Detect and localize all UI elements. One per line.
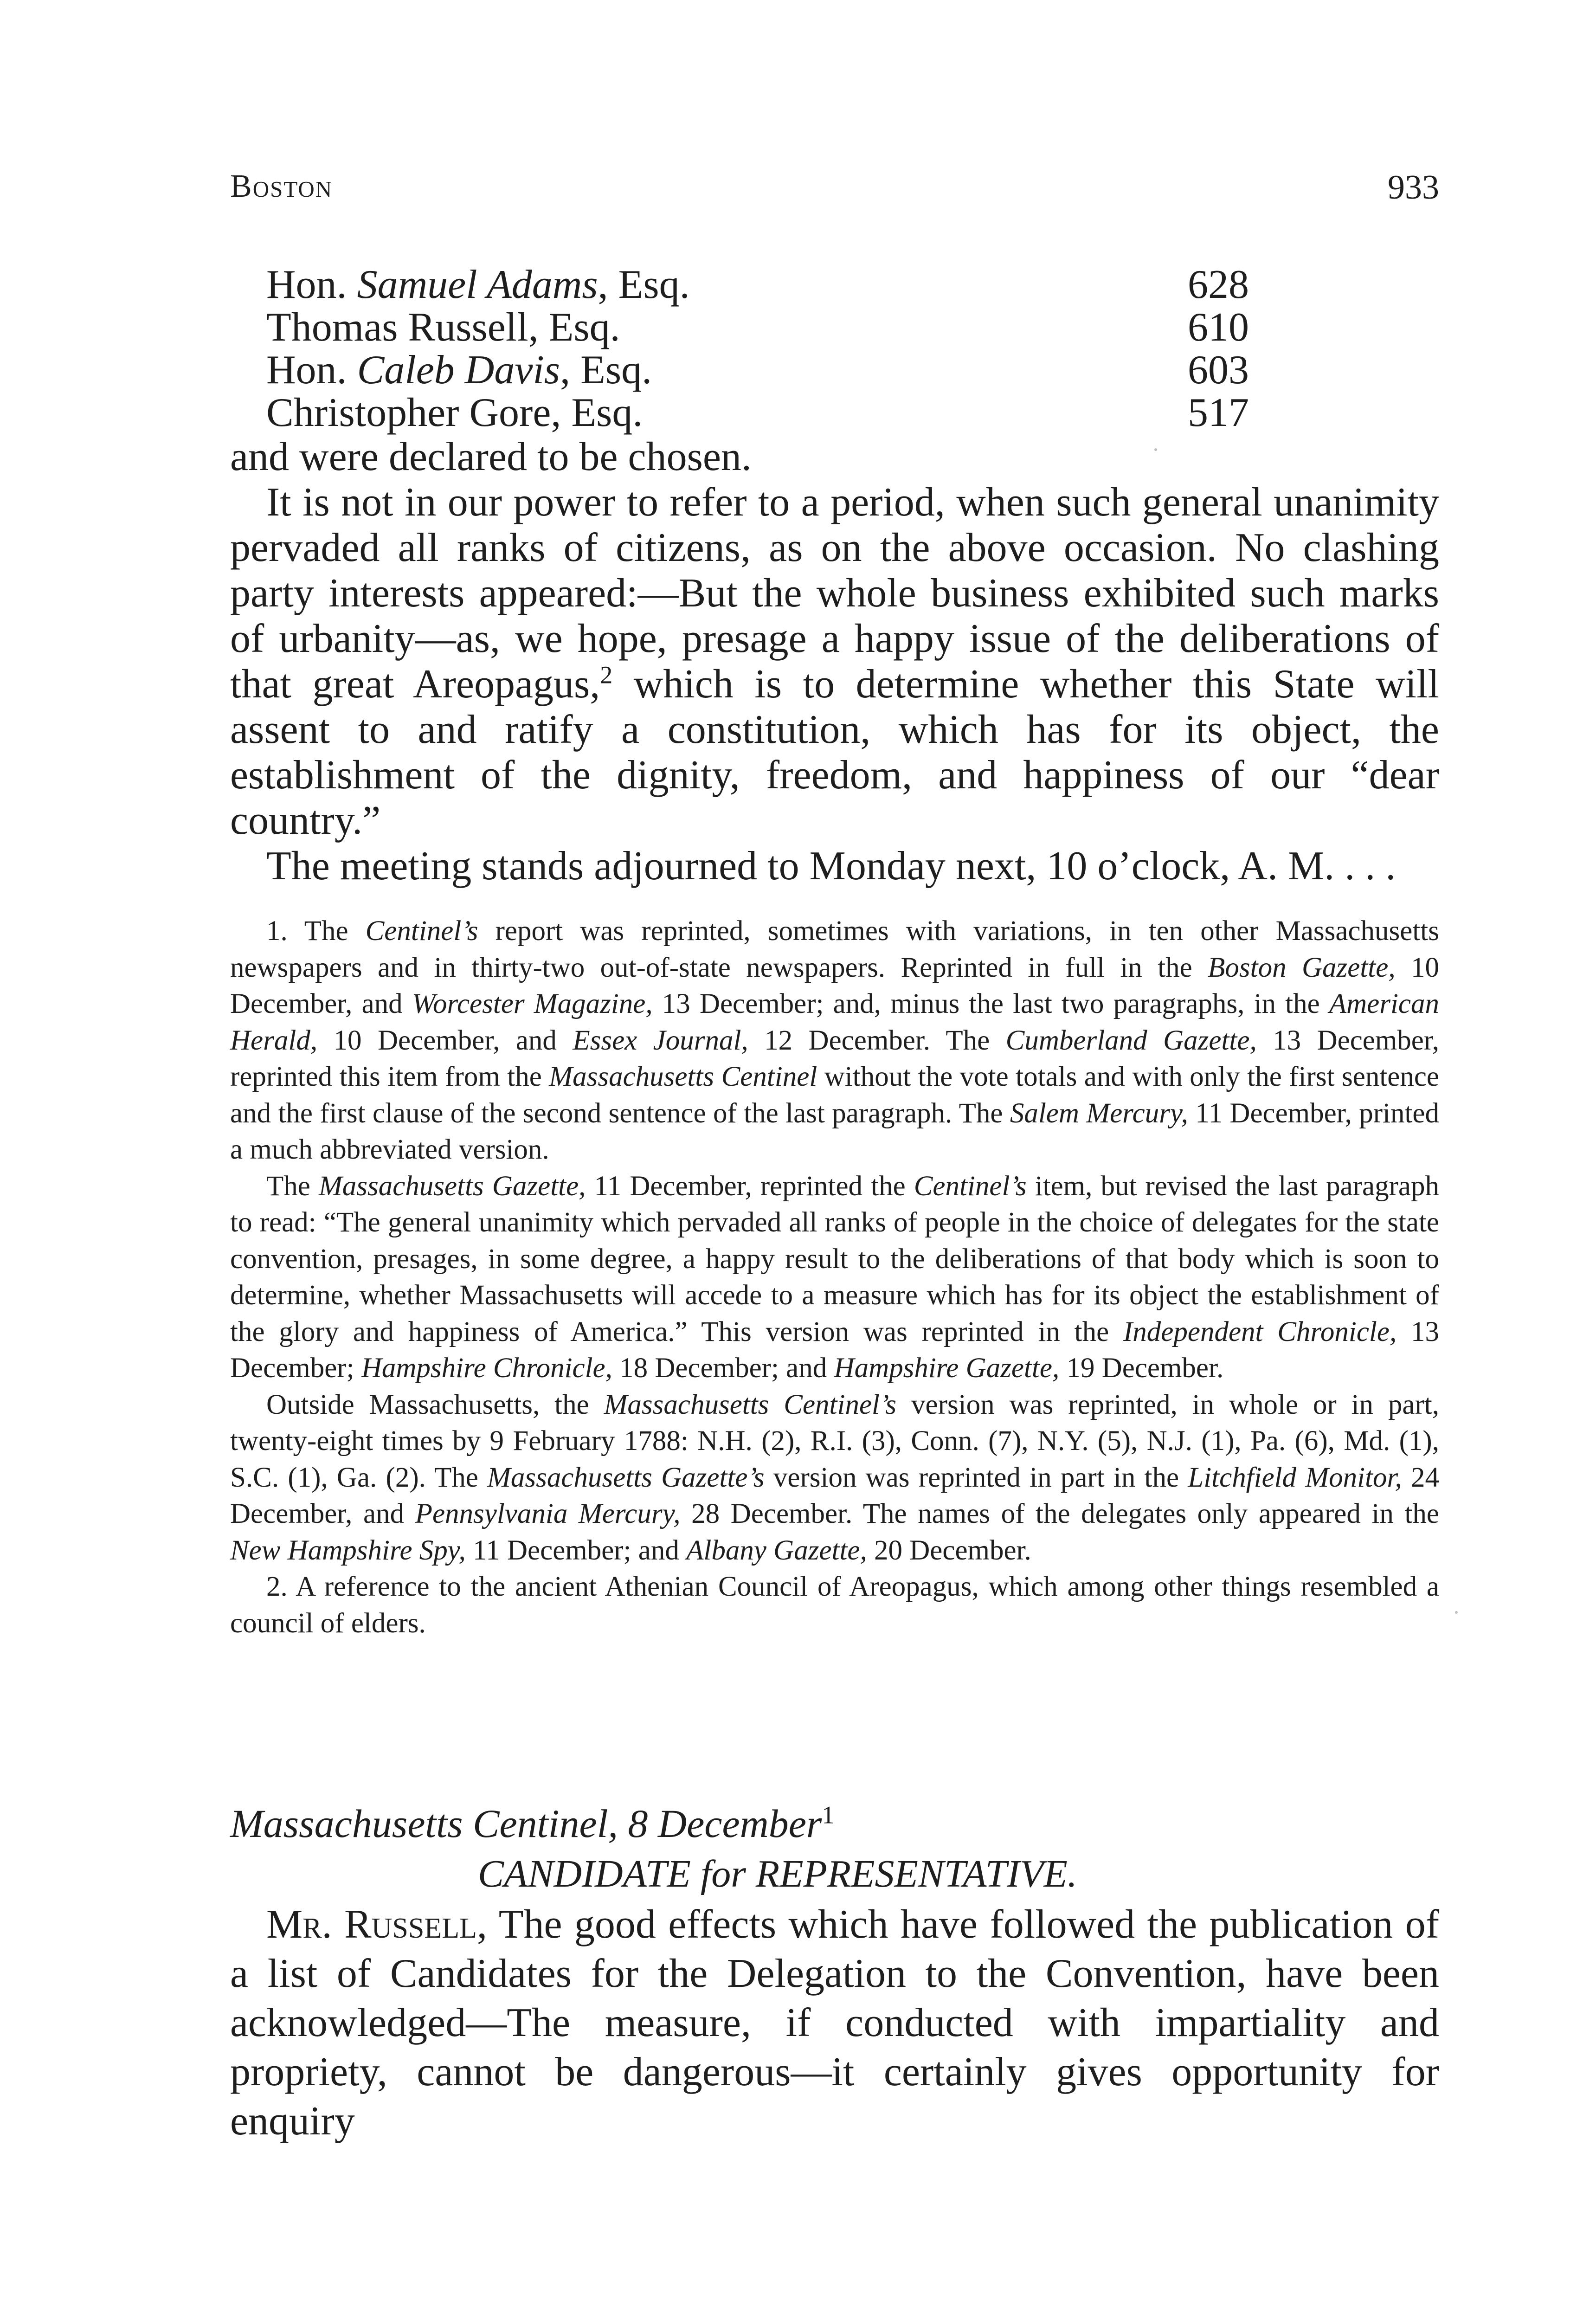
- vote-count: 610: [1188, 305, 1249, 350]
- paragraph: It is not in our power to refer to a period, when such general unanimity pervaded all ranks of citizens, as on the above occasion. No clashing party interests appeared:—But the whole business exhibited such marks of urbanity—as, we hope, presage a happy issue of the deliberations of that great Areopagus,$^2$ which is to determine whether this State will assent to and ratify a constitution, which has for its object, the establishment of the dignity, freedom, and happiness of our “dear country.”: [230, 480, 1439, 843]
- vote-count: 517: [1188, 390, 1249, 435]
- paragraph: Mr. Russell, The good effects which have followed the publication of a list of Candidates for the Delegation to the Convention, have been acknowledged—The measure, if conducted with impartiality and propriety, cannot be dangerous—it certainly gives opportunity for enquiry: [230, 1902, 1439, 2144]
- candidate-name: Christopher Gore, Esq.: [266, 390, 643, 435]
- footnote: The Massachusetts Gazette, 11 December, reprinted the Centinel’s item, but revised the last paragraph to read: “The general unanimity which pervaded all ranks of people in the choice of delegates for the state convention, presages, in some degree, a happy result to the deliberations of that body which is soon to determine, whether Massachusetts will accede to a measure which has for its object the establishment of the glory and happiness of America.” This version was reprinted in the Independent Chronicle, 13 December; Hampshire Chronicle, 18 December; and Hampshire Gazette, 19 December.: [230, 1170, 1439, 1384]
- vote-row: [230, 306, 1439, 349]
- scan-speck: [1154, 448, 1157, 451]
- footnote-ref: 2: [600, 661, 613, 689]
- vote-row: [230, 349, 1439, 392]
- footnote-ref: 1: [822, 1801, 835, 1829]
- salutation: Mr. Russell,: [266, 1902, 487, 1947]
- footnote: 2. A reference to the ancient Athenian Council of Areopagus, which among other things resembled a council of elders.: [230, 1571, 1439, 1639]
- chosen-line: and were declared to be chosen.: [230, 434, 752, 479]
- footnotes: [230, 913, 1439, 1642]
- vote-row: [230, 392, 1439, 434]
- scan-speck: [1455, 1611, 1458, 1614]
- candidate-name: Hon. Samuel Adams, Esq.: [266, 262, 690, 307]
- section-title: Massachusetts Centinel, 8 December$^1$: [230, 1801, 835, 1846]
- vote-count: 603: [1188, 348, 1249, 393]
- footnote: 1. The Centinel’s report was reprinted, sometimes with variations, in ten other Massachusetts newspapers and in thirty-two out-of-state newspapers. Reprinted in full in the Boston Gazette, 10 December, and Worcester Magazine, 13 December; and, minus the last two paragraphs, in the American Herald, 10 December, and Essex Journal, 12 December. The Cumberland Gazette, 13 December, reprinted this item from the Massachusetts Centinel without the vote totals and with only the first sentence and the first clause of the second sentence of the last paragraph. The Salem Mercury, 11 December, printed a much abbreviated version.: [230, 915, 1440, 1165]
- paragraph: The meeting stands adjourned to Monday next, 10 o’clock, A. M. . . .: [266, 844, 1396, 889]
- candidate-name: Hon. Caleb Davis, Esq.: [266, 348, 652, 393]
- letter-text: [230, 1900, 1439, 2146]
- vote-row: [230, 264, 1439, 306]
- running-head: Boston: [230, 168, 333, 204]
- subheading: CANDIDATE for REPRESENTATIVE.: [478, 1852, 1077, 1895]
- vote-count: 628: [1188, 262, 1249, 307]
- main-text: [230, 264, 1439, 889]
- candidate-name: Thomas Russell, Esq.: [266, 305, 620, 350]
- footnote: Outside Massachusetts, the Massachusetts Centinel’s version was reprinted, in whole or in part, twenty-eight times by 9 February 1788: N.H. (2), R.I. (3), Conn. (7), N.Y. (5), N.J. (1), Pa. (6), Md. (1), S.C. (1), Ga. (2). The Massachusetts Gazette’s version was reprinted in part in the Litchfield Monitor, 24 December, and Pennsylvania Mercury, 28 December. The names of the delegates only appeared in the New Hampshire Spy, 11 December; and Albany Gazette, 20 December.: [230, 1389, 1440, 1566]
- page-number: 933: [1388, 168, 1439, 206]
